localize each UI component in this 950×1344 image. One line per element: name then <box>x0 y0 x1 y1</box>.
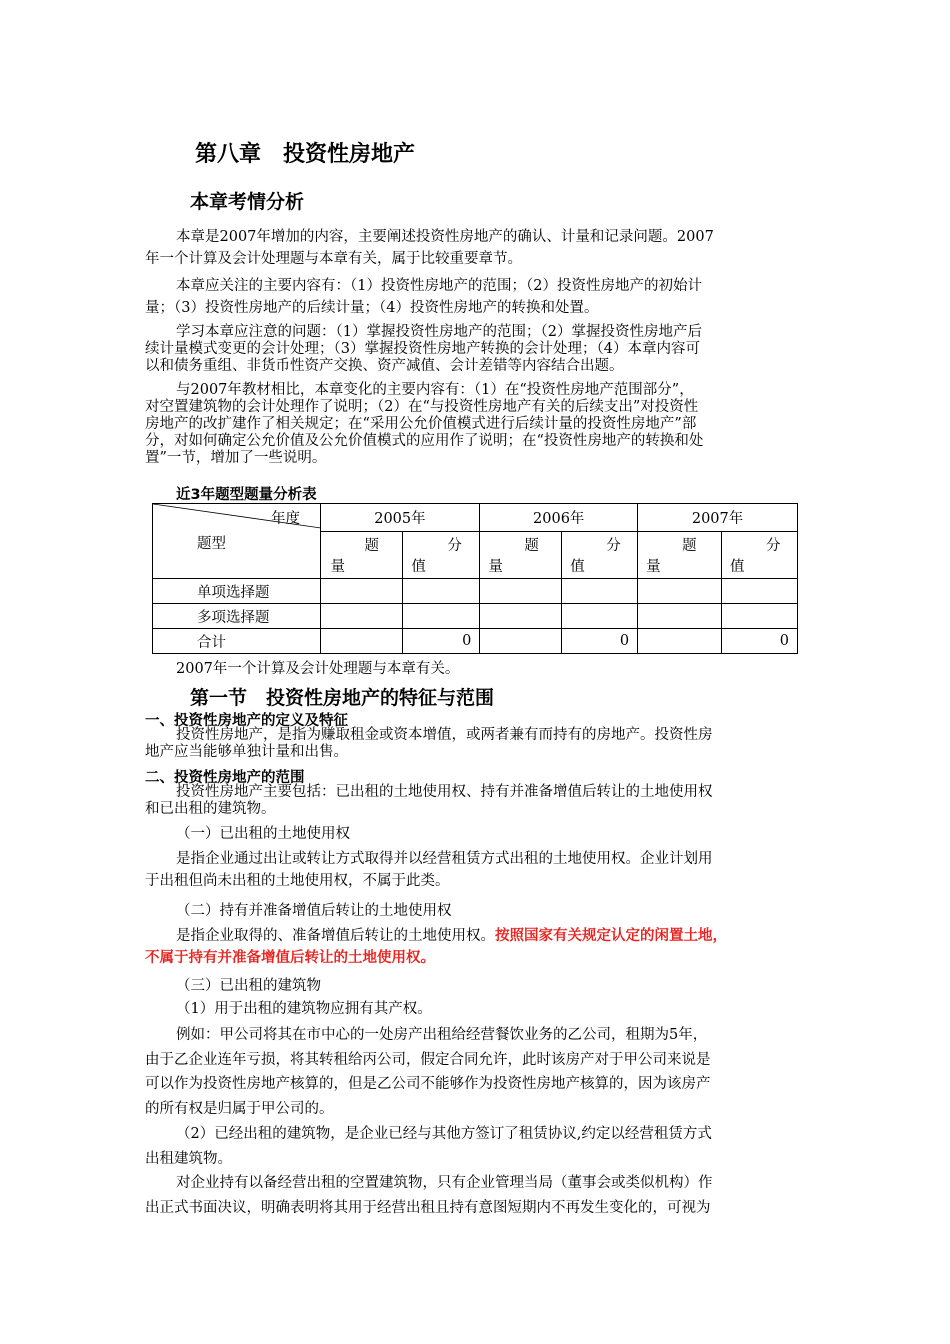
sub-header-count: 题 量 <box>320 531 403 578</box>
table-corner-cell <box>153 504 321 579</box>
sub-header-count: 题 量 <box>638 531 722 578</box>
intro-paragraph-2: 本章应关注的主要内容有：（1）投资性房地产的范围；（2）投资性房地产的初始计 量；（3）投资性房地产的后续计量；（4）投资性房地产的转换和处置。 <box>145 278 702 316</box>
year-header: 2006年 <box>480 504 638 532</box>
scope-paragraph: 投资性房地产主要包括：已出租的土地使用权、持有并准备增值后转让的土地使用权 和已出租的建筑物。 <box>145 784 713 817</box>
table-row: 单项选择题 <box>153 579 798 604</box>
corner-year-label: 年度 <box>271 511 300 527</box>
scope-item-2-text: 是指企业取得的、准备增值后转让的土地使用权。按照国家有关规定认定的闲置土地， 不属于持有并准备增值后转让的土地使用权。 <box>145 925 727 969</box>
sub-header-score: 分 值 <box>403 531 480 578</box>
table-caption: 近3年题型题量分析表 <box>176 487 317 503</box>
vacant-building-paragraph: 对企业持有以备经营出租的空置建筑物，只有企业管理当局（董事会或类似机构）作 出正式书面决议，明确表明将其用于经营出租且持有意图短期内不再发生变化的，可视为 <box>145 1175 713 1216</box>
section-title: 第一节 投资性房地产的特征与范围 <box>190 687 495 709</box>
intro-paragraph-3: 学习本章应注意的问题：（1）掌握投资性房地产的范围；（2）掌握投资性房地产后 续计量模式变更的会计处理；（3）掌握投资性房地产转换的会计处理；（4）本章内容可 以和债务重组、非货币性资产交换、资产减值、会计差错等内容结合出题。 <box>145 324 702 374</box>
scope-item-3-point-2: （2）已经出租的建筑物，是企业已经与其他方签订了租赁协议,约定以经营租赁方式 出租建筑物。 <box>145 1126 712 1167</box>
sub-header-score: 分 值 <box>722 531 798 578</box>
scope-item-2-heading: （二）持有并准备增值后转让的土地使用权 <box>176 903 452 919</box>
definition-paragraph: 投资性房地产，是指为赚取租金或资本增值，或两者兼有而持有的房地产。投资性房 地产应当能够单独计量和出售。 <box>145 727 713 760</box>
intro-paragraph-1: 本章是2007年增加的内容，主要阐述投资性房地产的确认、计量和记录问题。2007 年一个计算及会计处理题与本章有关，属于比较重要章节。 <box>145 229 714 267</box>
table-row: 合计 0 0 0 <box>153 629 798 654</box>
emphasis-text: 不属于持有并准备增值后转让的土地使用权。 <box>145 950 435 966</box>
emphasis-text: 按照国家有关规定认定的闲置土地， <box>495 928 727 944</box>
intro-paragraph-4: 与2007年教材相比，本章变化的主要内容有：（1）在“投资性房地产范围部分”， 对空置建筑物的会计处理作了说明；（2）在“与投资性房地产有关的后续支出”对投资性 房地产的改扩建作了相关规定；在“采用公允价值模式进行后续计量的投资性房地产”部 分，对如何确定公允价值及公允价值模式的应用作了说明；在“投资性房地产的转换和处 置”一节，增加了一些说明。 <box>145 382 704 466</box>
scope-item-1-text: 是指企业通过出让或转让方式取得并以经营租赁方式出租的土地使用权。企业计划用 于出租但尚未出租的土地使用权，不属于此类。 <box>145 851 713 889</box>
corner-type-label: 题型 <box>197 536 226 552</box>
table-note: 2007年一个计算及会计处理题与本章有关。 <box>176 661 460 677</box>
analysis-heading: 本章考情分析 <box>190 191 305 213</box>
sub-header-count: 题 量 <box>480 531 562 578</box>
subheading-definition: 一、投资性房地产的定义及特征 <box>145 713 348 729</box>
year-header: 2007年 <box>638 504 798 532</box>
scope-item-1-heading: （一）已出租的土地使用权 <box>176 826 350 842</box>
table-row: 多项选择题 <box>153 604 798 629</box>
chapter-title: 第八章 投资性房地产 <box>195 142 416 167</box>
example-paragraph: 例如：甲公司将其在市中心的一处房产出租给经营餐饮业务的乙公司，租期为5年， 由于乙企业连年亏损，将其转租给丙公司，假定合同允许，此时该房产对于甲公司来说是 可以作为投资性房地产核算的，但是乙公司不能够作为投资性房地产核算的，因为该房产 的所有权是归属于甲公司的。 <box>145 1027 711 1117</box>
year-header: 2005年 <box>320 504 480 532</box>
scope-item-3-point-1: （1）用于出租的建筑物应拥有其产权。 <box>176 1001 432 1017</box>
sub-header-score: 分 值 <box>562 531 638 578</box>
scope-item-3-heading: （三）已出租的建筑物 <box>176 978 321 994</box>
question-stats-table <box>152 503 798 654</box>
subheading-scope: 二、投资性房地产的范围 <box>145 770 305 786</box>
